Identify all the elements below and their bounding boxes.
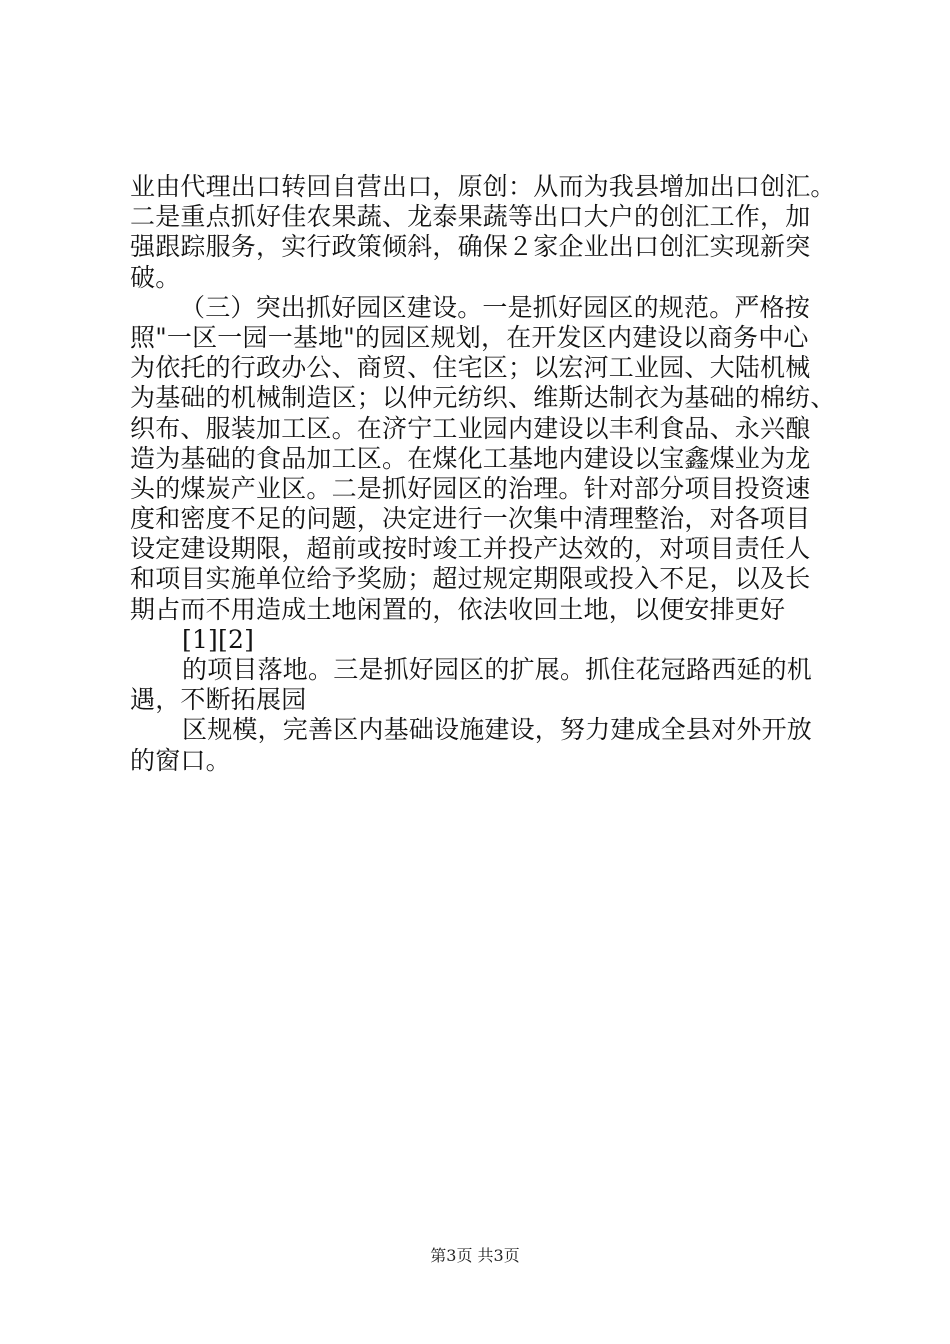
- text-line: 照"一区一园一基地"的园区规划，在开发区内建设以商务中心: [130, 322, 809, 352]
- text-line: 头的煤炭产业区。二是抓好园区的治理。针对部分项目投资速: [130, 473, 811, 503]
- text-line: 度和密度不足的问题，决定进行一次集中清理整治，对各项目: [130, 504, 811, 534]
- text-line: 织布、服装加工区。在济宁工业园内建设以丰利食品、永兴酿: [130, 413, 811, 443]
- text-line: 造为基础的食品加工区。在煤化工基地内建设以宝鑫煤业为龙: [130, 443, 811, 473]
- text-line: 遇，不断拓展园: [130, 685, 307, 715]
- text-line: 的窗口。: [130, 745, 231, 775]
- paragraph-start-line: （三）突出抓好园区建设。一是抓好园区的规范。严格按: [180, 292, 811, 322]
- text-line: 设定建设期限，超前或按时竣工并投产达效的，对项目责任人: [130, 534, 811, 564]
- text-line: 强跟踪服务，实行政策倾斜，确保２家企业出口创汇实现新突: [130, 232, 811, 262]
- document-body: [130, 172, 836, 776]
- reference-marker: [1][2]: [182, 624, 255, 654]
- text-line: 为依托的行政办公、商贸、住宅区；以宏河工业园、大陆机械: [130, 353, 811, 383]
- paragraph-start-line: 的项目落地。三是抓好园区的扩展。抓住花冠路西延的机: [182, 655, 813, 684]
- text-line: 破。: [130, 262, 181, 292]
- page-number-footer: 第3页 共3页: [430, 1246, 520, 1265]
- text-line: 二是重点抓好佳农果蔬、龙泰果蔬等出口大户的创汇工作，加: [130, 202, 811, 232]
- text-line: 为基础的机械制造区；以仲元纺织、维斯达制衣为基础的棉纺、: [130, 383, 836, 413]
- paragraph-start-line: 区规模，完善区内基础设施建设，努力建成全县对外开放: [182, 715, 813, 745]
- text-line: 业由代理出口转回自营出口，原创：从而为我县增加出口创汇。: [130, 172, 836, 201]
- text-line: 和项目实施单位给予奖励；超过规定期限或投入不足，以及长: [130, 564, 811, 594]
- text-line: 期占而不用造成土地闲置的，依法收回土地，以便安排更好: [130, 594, 786, 624]
